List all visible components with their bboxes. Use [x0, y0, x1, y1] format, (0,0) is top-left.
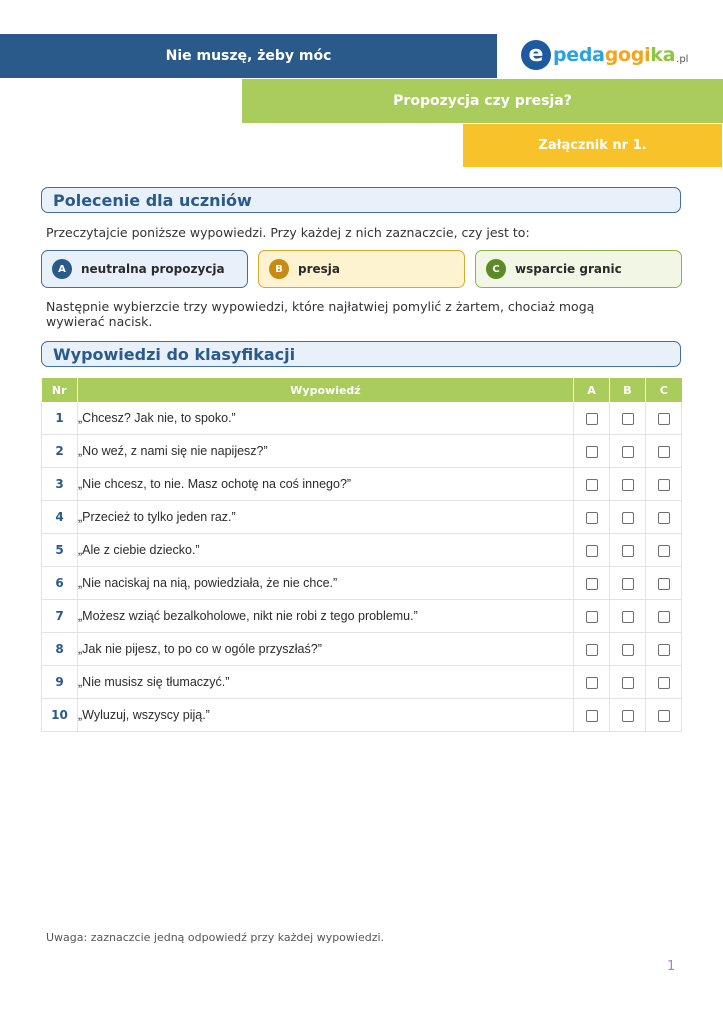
- checkbox-option-c[interactable]: [658, 545, 670, 557]
- logo-part-3: ka: [650, 44, 676, 66]
- checkbox-option-a[interactable]: [586, 413, 598, 425]
- checkbox-option-c[interactable]: [658, 611, 670, 623]
- checkbox-option-a[interactable]: [586, 677, 598, 689]
- checkbox-option-c[interactable]: [658, 512, 670, 524]
- column-header-b: B: [610, 378, 646, 402]
- checkbox-option-a[interactable]: [586, 710, 598, 722]
- cell-option-c: [646, 402, 682, 435]
- cell-option-b: [610, 567, 646, 600]
- checkbox-option-c[interactable]: [658, 446, 670, 458]
- table-row: [42, 600, 682, 633]
- statement-text: „Nie naciskaj na nią, powiedziała, że nie chce.”: [78, 567, 574, 600]
- cell-option-a: [574, 633, 610, 666]
- checkbox-option-c[interactable]: [658, 578, 670, 590]
- cell-option-a: [574, 666, 610, 699]
- table-row: [42, 402, 682, 435]
- cell-option-c: [646, 699, 682, 732]
- cell-option-b: [610, 501, 646, 534]
- classification-heading: [41, 341, 681, 367]
- column-header-statement: Wypowiedź: [78, 378, 574, 402]
- logo-e-badge: e: [521, 40, 551, 70]
- checkbox-option-a[interactable]: [586, 512, 598, 524]
- row-number: 5: [42, 534, 78, 567]
- checkbox-option-a[interactable]: [586, 578, 598, 590]
- table-row: [42, 435, 682, 468]
- instructions-intro: Przeczytajcie poniższe wypowiedzi. Przy każdej z nich zaznaczcie, czy jest to:: [46, 225, 530, 240]
- statement-text: „Nie musisz się tłumaczyć.”: [78, 666, 574, 699]
- column-header-nr: Nr: [42, 378, 78, 402]
- statement-text: „Chcesz? Jak nie, to spoko.”: [78, 402, 574, 435]
- cell-option-b: [610, 666, 646, 699]
- table-body: [42, 402, 682, 732]
- cell-option-a: [574, 600, 610, 633]
- checkbox-option-a[interactable]: [586, 644, 598, 656]
- checkbox-option-b[interactable]: [622, 479, 634, 491]
- statements-table: [41, 378, 682, 732]
- table-row: [42, 567, 682, 600]
- row-number: 3: [42, 468, 78, 501]
- checkbox-option-b[interactable]: [622, 710, 634, 722]
- statement-text: „Nie chcesz, to nie. Masz ochotę na coś innego?”: [78, 468, 574, 501]
- logo-part-1: peda: [553, 44, 605, 66]
- cell-option-c: [646, 600, 682, 633]
- checkbox-option-b[interactable]: [622, 545, 634, 557]
- row-number: 4: [42, 501, 78, 534]
- row-number: 2: [42, 435, 78, 468]
- cell-option-a: [574, 567, 610, 600]
- checkbox-option-b[interactable]: [622, 578, 634, 590]
- column-header-a: A: [574, 378, 610, 402]
- instructions-heading: [41, 187, 681, 213]
- statement-text: „Możesz wziąć bezalkoholowe, nikt nie robi z tego problemu.”: [78, 600, 574, 633]
- row-number: 7: [42, 600, 78, 633]
- classification-heading-text: Wypowiedzi do klasyfikacji: [53, 344, 296, 364]
- checkbox-option-a[interactable]: [586, 446, 598, 458]
- logo-part-2: gogi: [604, 44, 651, 66]
- header-subtitle: Propozycja czy presja?: [393, 93, 572, 109]
- option-c-label: wsparcie granic: [515, 262, 622, 276]
- table-row: [42, 468, 682, 501]
- checkbox-option-a[interactable]: [586, 611, 598, 623]
- table-row: [42, 666, 682, 699]
- option-c-card: [475, 250, 682, 288]
- cell-option-b: [610, 534, 646, 567]
- checkbox-option-c[interactable]: [658, 413, 670, 425]
- row-number: 8: [42, 633, 78, 666]
- option-c-badge: C: [486, 259, 506, 279]
- checkbox-option-a[interactable]: [586, 479, 598, 491]
- logo-suffix: .pl: [676, 54, 689, 65]
- row-number: 10: [42, 699, 78, 732]
- option-b-label: presja: [298, 262, 340, 276]
- cell-option-a: [574, 402, 610, 435]
- cell-option-c: [646, 534, 682, 567]
- table-row: [42, 501, 682, 534]
- cell-option-a: [574, 534, 610, 567]
- statement-text: „Wyluzuj, wszyscy piją.”: [78, 699, 574, 732]
- cell-option-b: [610, 402, 646, 435]
- cell-option-c: [646, 633, 682, 666]
- cell-option-c: [646, 501, 682, 534]
- statement-text: „No weź, z nami się nie napijesz?”: [78, 435, 574, 468]
- cell-option-c: [646, 435, 682, 468]
- cell-option-b: [610, 468, 646, 501]
- checkbox-option-b[interactable]: [622, 644, 634, 656]
- attachment-band: [463, 124, 722, 167]
- header-subtitle-band: [242, 79, 723, 123]
- table-row: [42, 534, 682, 567]
- table-row: [42, 633, 682, 666]
- cell-option-c: [646, 468, 682, 501]
- logo-wordmark: [553, 44, 675, 66]
- row-number: 9: [42, 666, 78, 699]
- checkbox-option-b[interactable]: [622, 677, 634, 689]
- statement-text: „Jak nie pijesz, to po co w ogóle przyszłaś?”: [78, 633, 574, 666]
- checkbox-option-a[interactable]: [586, 545, 598, 557]
- option-b-card: [258, 250, 465, 288]
- statement-text: „Przecież to tylko jeden raz.”: [78, 501, 574, 534]
- row-number: 1: [42, 402, 78, 435]
- row-number: 6: [42, 567, 78, 600]
- cell-option-b: [610, 699, 646, 732]
- instructions-heading-text: Polecenie dla uczniów: [53, 190, 252, 210]
- epedagogika-logo: [521, 36, 688, 74]
- checkbox-option-b[interactable]: [622, 413, 634, 425]
- checkbox-option-c[interactable]: [658, 479, 670, 491]
- checkbox-option-b[interactable]: [622, 446, 634, 458]
- checkbox-option-b[interactable]: [622, 512, 634, 524]
- cell-option-b: [610, 600, 646, 633]
- statement-text: „Ale z ciebie dziecko.”: [78, 534, 574, 567]
- page-number: 1: [667, 959, 676, 974]
- cell-option-a: [574, 435, 610, 468]
- checkbox-option-b[interactable]: [622, 611, 634, 623]
- table-row: [42, 699, 682, 732]
- cell-option-b: [610, 633, 646, 666]
- column-header-c: C: [646, 378, 682, 402]
- checkbox-option-c[interactable]: [658, 710, 670, 722]
- table-header-row: [42, 378, 682, 402]
- header-title-band: [0, 34, 497, 78]
- option-a-label: neutralna propozycja: [81, 262, 225, 276]
- option-a-badge: A: [52, 259, 72, 279]
- option-a-card: [41, 250, 248, 288]
- cell-option-c: [646, 666, 682, 699]
- cell-option-c: [646, 567, 682, 600]
- cell-option-a: [574, 501, 610, 534]
- attachment-label: Załącznik nr 1.: [538, 138, 647, 153]
- checkbox-option-c[interactable]: [658, 677, 670, 689]
- instructions-followup: Następnie wybierzcie trzy wypowiedzi, które najłatwiej pomylić z żartem, chociaż mogą wywierać nacisk.: [46, 299, 595, 329]
- cell-option-b: [610, 435, 646, 468]
- footer-note: Uwaga: zaznaczcie jedną odpowiedź przy każdej wypowiedzi.: [46, 931, 385, 944]
- header-title: Nie muszę, żeby móc: [165, 48, 332, 64]
- checkbox-option-c[interactable]: [658, 644, 670, 656]
- option-b-badge: B: [269, 259, 289, 279]
- cell-option-a: [574, 699, 610, 732]
- cell-option-a: [574, 468, 610, 501]
